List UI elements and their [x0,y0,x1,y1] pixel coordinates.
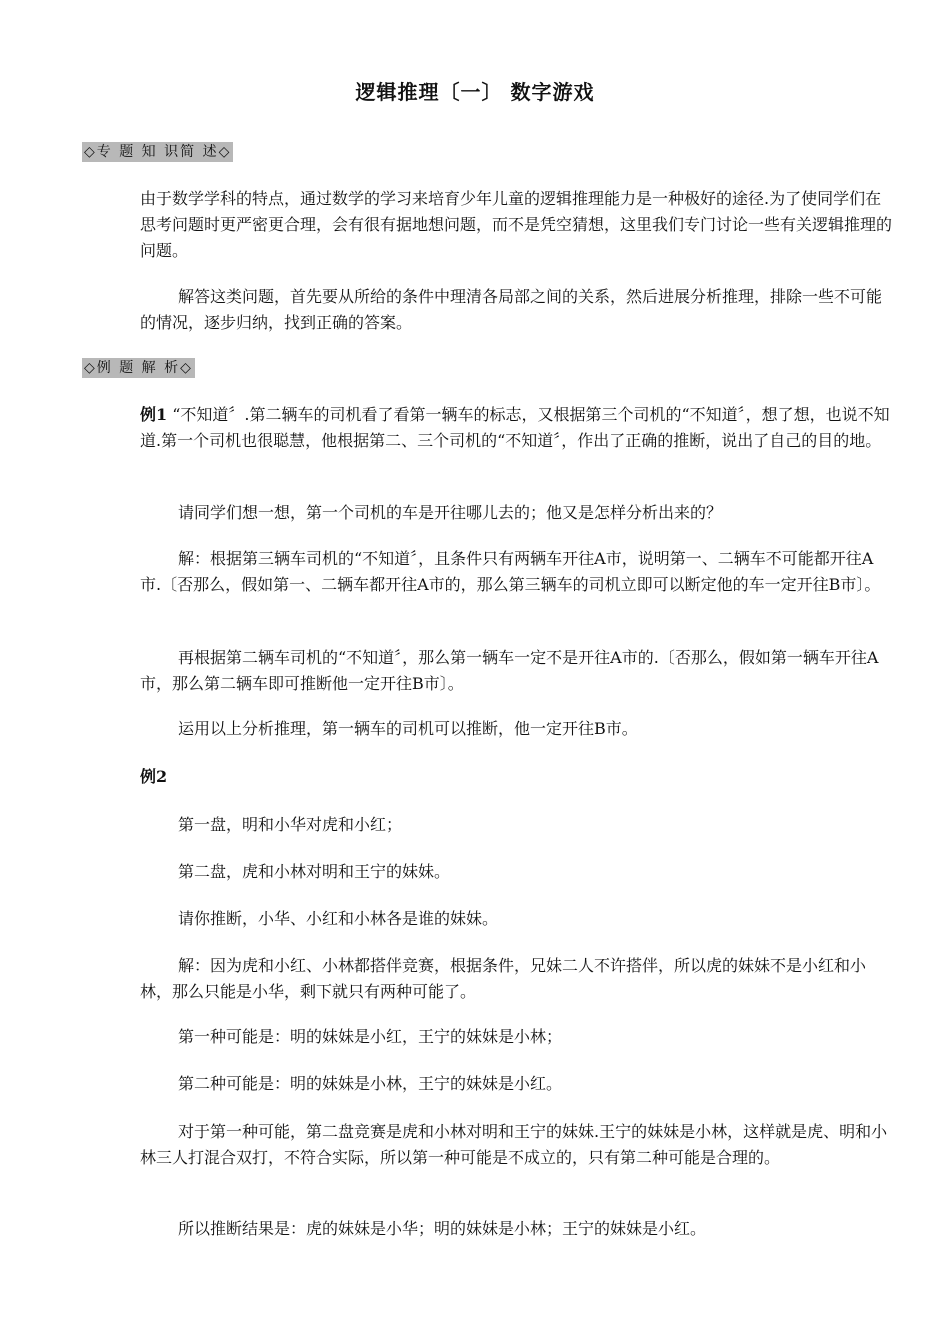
example1-solution: 运用以上分析推理，第一辆车的司机可以推断，他一定开往B市。 [178,719,638,738]
example2-conclusion: 所以推断结果是：虎的妹妹是小华；明的妹妹是小林；王宁的妹妹是小红。 [178,1219,707,1238]
overview-paragraph: 解答这类问题，首先要从所给的条件中理清各局部之间的关系，然后进展分析推理，排除一些不可能的情况，逐步归纳，找到正确的答案。 [140,287,883,332]
overview-paragraph: 由于数学学科的特点，通过数学的学习来培育少年儿童的逻辑推理能力是一种极好的途径.为了使同学们在思考问题时更严密更合理，会有很有据地想问题，而不是凭空猜想，这里我们专门讨论一些有关逻辑推理的问题。 [140,189,893,260]
example2-solution: 解：因为虎和小红、小林都搭伴竞赛，根据条件，兄妹二人不许搭伴，所以虎的妹妹不是小红和小林，那么只能是小华，剩下就只有两种可能了。 [140,956,867,1001]
section-tag-overview: ◇专 题 知 识简 述◇ [84,144,232,160]
section-tag-examples: ◇例 题 解 析◇ [84,360,193,376]
example1-label: 例1 [140,405,168,424]
example1-question: 请同学们想一想，第一个司机的车是开往哪儿去的；他又是怎样分析出来的？ [178,503,723,522]
example2-analysis: 对于第一种可能，第二盘竞赛是虎和小林对明和王宁的妹妹.王宁的妹妹是小林，这样就是虎、明和小林三人打混合双打，不符合实际，所以第一种可能是不成立的，只有第二种可能是合理的。 [140,1122,888,1167]
example2-label: 例2 [140,767,168,786]
example1-solution: 再根据第二辆车司机的“不知道〞，那么第一辆车一定不是开往A市的.〔否那么，假如第一辆车开往A市，那么第二辆车即可推断他一定开往B市〕。 [140,648,879,693]
page-title: 逻辑推理〔一〕 数字游戏 [355,80,595,104]
example2-line: 第一种可能是：明的妹妹是小红，王宁的妹妹是小林； [178,1027,563,1046]
example2-line: 第一盘，明和小华对虎和小红； [178,815,403,834]
example2-line: 第二盘，虎和小林对明和王宁的妹妹。 [178,862,451,881]
example1-paragraph [140,402,892,454]
example1-solution: 解：根据第三辆车司机的“不知道〞，且条件只有两辆车开往A市，说明第一、二辆车不可能都开往A市.〔否那么，假如第一、二辆车都开往A市的，那么第三辆车的司机立即可以断定他的车一定开往B市〕。 [140,549,881,594]
example2-line: 请你推断，小华、小红和小林各是谁的妹妹。 [178,909,499,928]
example2-line: 第二种可能是：明的妹妹是小林，王宁的妹妹是小红。 [178,1074,563,1093]
example1-text: “不知道〞.第二辆车的司机看了看第一辆车的标志，又根据第三个司机的“不知道〞，想了想，也说不知道.第一个司机也很聪慧，他根据第二、三个司机的“不知道〞，作出了正确的推断，说出了自己的目的地。 [140,405,890,450]
